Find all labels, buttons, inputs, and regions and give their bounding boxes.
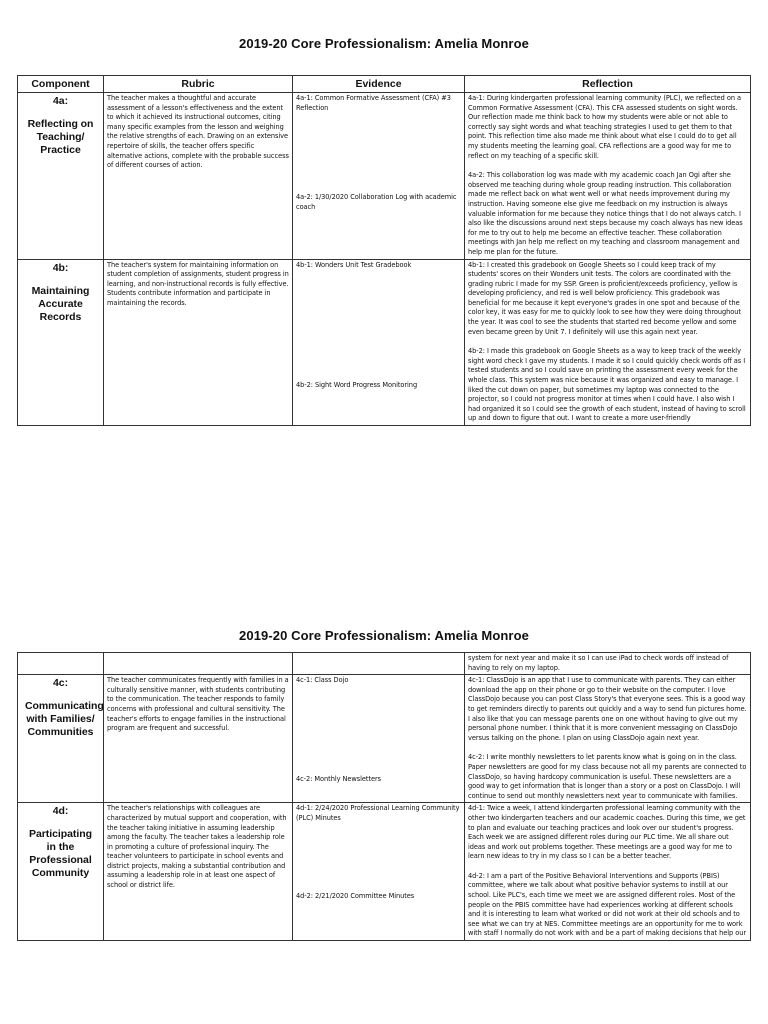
- rubric-cell: [104, 803, 293, 941]
- page-title: 2019-20 Core Professionalism: Amelia Monroe: [239, 628, 529, 643]
- evidence-cell: [293, 93, 465, 260]
- evidence-item: 4a-2: 1/30/2020 Collaboration Log with academic coach: [296, 193, 457, 211]
- header-component: Component: [18, 76, 104, 93]
- evidence-cell: [293, 259, 465, 426]
- component-code: 4d:: [52, 805, 69, 818]
- evidence-cell: [293, 803, 465, 941]
- reflection-paragraph: 4b-1: I created this gradebook on Google Sheets so I could keep track of my students' scores on their Wonders unit tests. The colors are coordinated with the grading rubric I made for my SSP. Green is proficient/exceeds proficiency, yellow is developing proficiency, and red is well below proficiency. This gradebook was beneficial for me because it kept everyone's grades in one spot and because of the color key, it was easy for me to quickly look to see how they were doing throughout the year. It was cool to see the students that started red become yellow and some even became green by Unit 7. I definitely will use this again next year.: [468, 260, 741, 336]
- reflection-cell: [465, 259, 751, 426]
- rubric-text: The teacher communicates frequently with families in a culturally sensitive manner, with students contributing to the communication. The teacher responds to family concerns with professional and cultural sensitivity. The teacher's efforts to engage families in the instructional program are frequent and successful.: [107, 676, 289, 733]
- reflection-paragraph: 4c-2: I write monthly newsletters to let parents know what is going on in the class. Paper newsletters are good for my class because not all my parents are connected to ClassDojo, so having hardcopy communication is useful. These newsletters are a good way to get information that is longer than a story or a post on ClassDojo. I will continue to send out monthly newsletters next year to communicate with families.: [468, 753, 747, 800]
- professionalism-table-continued: [17, 652, 751, 941]
- rubric-text: The teacher makes a thoughtful and accurate assessment of a lesson's effectiveness and the extent to which it achieved its instructional outcomes, citing many specific examples from the lesson and weighing the relative strengths of each. Drawing on an extensive repertoire of skills, the teacher offers specific alternative actions, complete with the probable success of different courses of action.: [107, 94, 289, 170]
- evidence-item: 4a-1: Common Formative Assessment (CFA) #3 Reflection: [296, 94, 451, 112]
- page-title: 2019-20 Core Professionalism: Amelia Monroe: [239, 36, 529, 51]
- rubric-cell: [104, 93, 293, 260]
- reflection-cell: [465, 653, 751, 675]
- evidence-cell: [293, 675, 465, 803]
- reflection-paragraph: 4c-1: ClassDojo is an app that I use to communicate with parents. They can either download the app on their phone or go to their website on the computer. I love ClassDojo because you can post Class Story's that everyone sees. This is a good way to get reminders directly to parents out quickly and a way to send fun pictures home. I also like that you can message parents one on one without having to give out my personal phone number. I think that it is more convenient messaging on ClassDojo versus talking on the phone. I plan on using ClassDojo again next year.: [468, 676, 747, 742]
- evidence-item: 4c-2: Monthly Newsletters: [296, 775, 382, 784]
- table-row-4b: [18, 259, 751, 426]
- component-code: 4a:: [52, 95, 69, 107]
- header-row: [18, 76, 751, 93]
- table-row-4a: [18, 93, 751, 260]
- component-cell: [18, 259, 104, 426]
- component-cell: [18, 803, 104, 941]
- evidence-item: 4d-1: 2/24/2020 Professional Learning Community (PLC) Minutes: [296, 804, 460, 822]
- continuation-row: [18, 653, 751, 675]
- component-cell: [18, 93, 104, 260]
- rubric-text: The teacher's relationships with colleagues are characterized by mutual support and cooperation, with the teacher taking initiative in assuming leadership among the faculty. The teacher takes a leadership role in promoting a culture of professional inquiry. The teacher volunteers to participate in school events and district projects, making a substantial contribution and assuming a leadership role in at least one aspect of school or district life.: [107, 804, 287, 890]
- rubric-text: The teacher's system for maintaining information on student completion of assignments, student progress in learning, and non-instructional records is fully effective. Students contribute information and participate in maintaining the records.: [107, 260, 289, 307]
- rubric-cell: [104, 675, 293, 803]
- table-row-4c: [18, 675, 751, 803]
- component-cell: [18, 675, 104, 803]
- reflection-paragraph: 4b-2: I made this gradebook on Google Sheets as a way to keep track of the weekly sight word check I gave my students. I made it so I could quickly check words off as I tested students and so I could save on printing the assessment every week for the whole class. This system was nice because it was organized and easy to manage. I liked the cut down on paper, but sometimes my laptop was connected to the projector, so I could not progress monitor at times when I could have. I also wish I had organized it so I could see the growth of each student, instead of having to scroll up and down to figure that out. I want to create a more user-friendly: [468, 347, 746, 423]
- reflection-paragraph: 4d-1: Twice a week, I attend kindergarten professional learning community with the other two kindergarten teachers and our academic coaches. During this time, we get to plan and evaluate our teaching practices and look over our student's progress. Each week we are assigned different roles during our PLC time. We all share out ideas and work out problems together. These meetings are a good way for me to learn new ideas to try in my class so I can be a better teacher.: [468, 804, 746, 861]
- evidence-item: 4b-1: Wonders Unit Test Gradebook: [296, 260, 412, 269]
- header-rubric: Rubric: [104, 76, 293, 93]
- reflection-cell: [465, 803, 751, 941]
- component-name: Maintaining Accurate Records: [31, 284, 90, 323]
- rubric-cell: [104, 259, 293, 426]
- reflection-cell: [465, 93, 751, 260]
- evidence-item: 4b-2: Sight Word Progress Monitoring: [296, 380, 418, 389]
- reflection-paragraph: 4d-2: I am a part of the Positive Behavioral Interventions and Supports (PBIS) committee, where we talk about what positive behavior systems to instill at our school. Like PLC's, each time we meet we are assigned different roles. Most of the people on the PBIS committee have had experiences working at different schools and it is interesting to learn what worked or did not work at their old schools and to see what we can try at NES. Committee meetings are an opportunity for me to work with staff I normally do not work with and be a part of making decisions that help our: [468, 871, 746, 938]
- reflection-paragraph: 4a-1: During kindergarten professional learning community (PLC), we reflected on a Common Formative Assessment (CFA). This CFA assessed students on sight words. Our reflection made me think back to how my students were able or not able to correctly say sight words and what teaching strategies I used to get them to that point. This reflection time also made me think about what else I could do to get all my students meeting the learning goal. CFA reflections are a good way for me to reflect on my teaching of a specific skill.: [468, 94, 741, 160]
- component-name: Participating in the Professional Community: [29, 828, 92, 880]
- page-2: [0, 600, 768, 1024]
- reflection-cell: [465, 675, 751, 803]
- reflection-paragraph: 4a-2: This collaboration log was made with my academic coach Jan Ogi after she observed me teaching during whole group reading instruction. This collaboration made me reflect back on what went well or what needs improvement during my instruction. Having someone else give me feedback on my instruction is always valuable information for me because they notice things that I do not always catch. I also like the discussions around next steps because my coach always has new ideas for me to try out to help me become an effective teacher. These collaboration meetings with Jan help me reflect on my teaching and classroom management and help me plan for the future.: [468, 171, 743, 256]
- evidence-item: 4d-2: 2/21/2020 Committee Minutes: [296, 892, 415, 901]
- reflection-continuation: system for next year and make it so I can use iPad to check words off instead of having to rely on my laptop.: [468, 654, 729, 672]
- evidence-item: 4c-1: Class Dojo: [296, 676, 349, 685]
- header-evidence: Evidence: [293, 76, 465, 93]
- component-code: 4b:: [52, 261, 69, 274]
- header-reflection: Reflection: [465, 76, 751, 93]
- table-row-4d: [18, 803, 751, 941]
- component-name: Reflecting on Teaching/ Practice: [27, 118, 94, 156]
- component-code: 4c:: [52, 677, 69, 690]
- professionalism-table: [17, 75, 751, 426]
- component-name: Communicating with Families/ Communities: [25, 700, 104, 739]
